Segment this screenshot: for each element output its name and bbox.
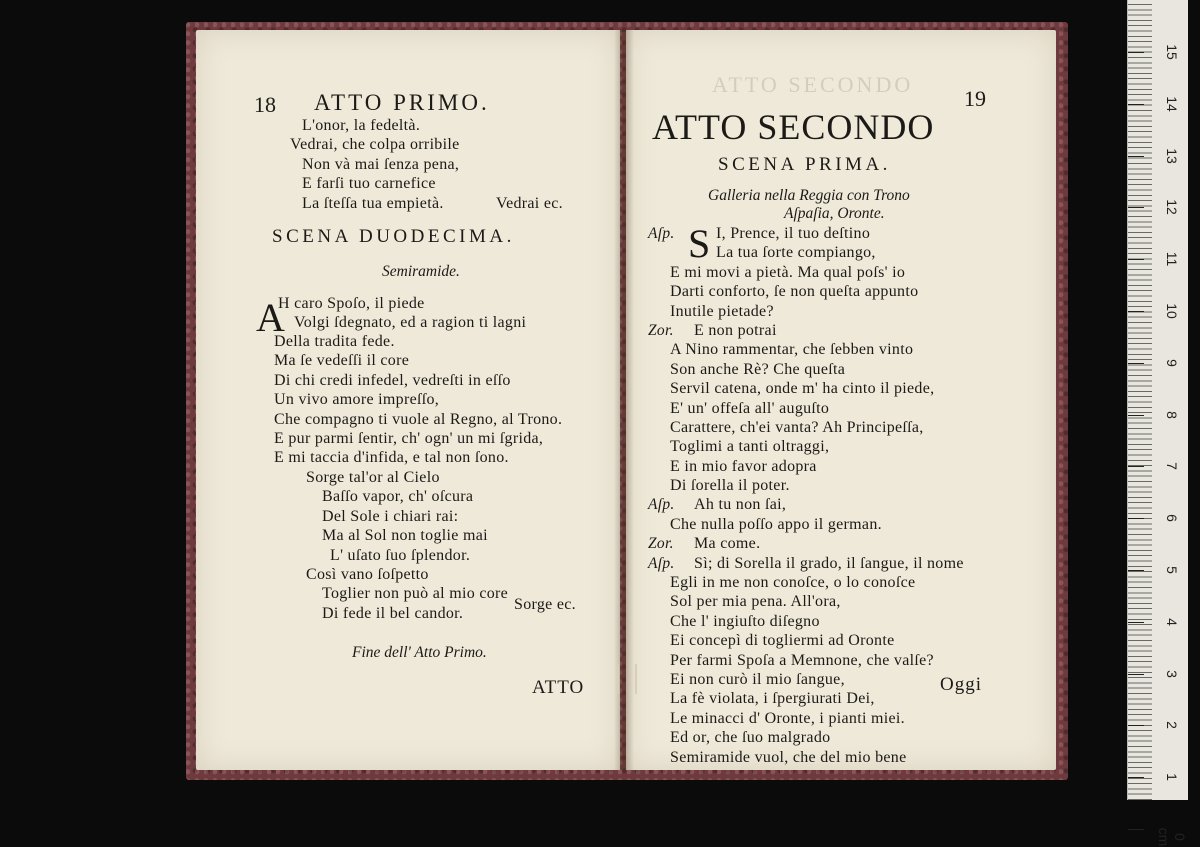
line-text: La fè violata, i ſpergiurati Dei, bbox=[670, 690, 875, 708]
aria2-line: Ma al Sol non toglie mai bbox=[322, 527, 488, 545]
dialogue-line bbox=[648, 418, 1048, 437]
speech-line: Di chi credi infedel, vedreſti in eſſo bbox=[274, 371, 511, 389]
ruler-major-tick bbox=[1128, 104, 1144, 105]
aria-cue: Vedrai ec. bbox=[496, 195, 563, 212]
speech-line: E pur parmi ſentir, ch' ogn' un mi ſgrida, bbox=[274, 429, 544, 447]
drop-cap: S bbox=[688, 221, 711, 266]
dialogue-line bbox=[648, 457, 1048, 476]
aria2-line: Baſſo vapor, ch' oſcura bbox=[322, 488, 474, 506]
binding-thread bbox=[617, 664, 637, 694]
line-text: Ma come. bbox=[694, 535, 761, 553]
page-number: 18 bbox=[254, 92, 276, 117]
ruler-number: 1 bbox=[1164, 773, 1180, 782]
ruler-major-tick bbox=[1128, 311, 1144, 312]
line-text: Sol per mia pena. All'ora, bbox=[670, 593, 841, 611]
ruler-major-tick bbox=[1128, 259, 1144, 260]
dialogue-block bbox=[648, 221, 1048, 767]
catchword: Oggi bbox=[940, 674, 982, 695]
dialogue-line bbox=[648, 554, 1048, 573]
ruler-major-tick bbox=[1128, 622, 1144, 623]
line-text: Sì; di Sorella il grado, il ſangue, il nome bbox=[694, 554, 964, 572]
line-text: I, Prence, il tuo deſtino bbox=[716, 225, 871, 242]
line-text: Ah tu non ſai, bbox=[694, 496, 787, 514]
ruler-number: 8 bbox=[1164, 410, 1180, 419]
end-note: Fine dell' Atto Primo. bbox=[352, 644, 487, 661]
dialogue-line bbox=[648, 728, 1048, 747]
speech-second-line: Volgi ſdegnato, ed a ragion ti lagni bbox=[294, 314, 527, 331]
dialogue-line bbox=[648, 476, 1048, 495]
right-page bbox=[626, 30, 1056, 770]
scene-characters: Aſpaſia, Oronte. bbox=[784, 205, 885, 222]
aria2-line: Del Sole i chiari rai: bbox=[322, 507, 459, 525]
speaker: Zor. bbox=[648, 321, 674, 339]
ruler-number: 15 bbox=[1164, 44, 1180, 60]
dialogue-line bbox=[648, 263, 1048, 282]
ruler-major-tick bbox=[1128, 725, 1144, 726]
line-text: Per farmi Spoſa a Memnone, che valſe? bbox=[670, 651, 934, 669]
line-text: E' un' offeſa all' auguſto bbox=[670, 399, 830, 417]
dialogue-line bbox=[648, 282, 1048, 301]
ruler-number: 14 bbox=[1164, 96, 1180, 112]
dialogue-line bbox=[648, 340, 1048, 359]
dialogue-line bbox=[648, 437, 1048, 456]
line-text: Che l' ingiuſto diſegno bbox=[670, 612, 820, 630]
dialogue-line bbox=[648, 651, 1048, 670]
line-text: Toglimi a tanti oltraggi, bbox=[670, 438, 830, 456]
ruler-number: 7 bbox=[1164, 462, 1180, 471]
line-text: Semiramide vuol, che del mio bene bbox=[670, 748, 907, 766]
ruler-number: 3 bbox=[1164, 669, 1180, 678]
dialogue-line bbox=[648, 534, 1048, 553]
line-text: Ei non curò il mio ſangue, bbox=[670, 670, 845, 688]
dialogue-line bbox=[648, 612, 1048, 631]
ruler-number: 5 bbox=[1164, 566, 1180, 574]
ruler-number: 9 bbox=[1164, 358, 1180, 367]
dialogue-line bbox=[648, 399, 1048, 418]
drop-cap: A bbox=[256, 295, 285, 340]
left-page bbox=[196, 30, 620, 770]
dialogue-line bbox=[648, 360, 1048, 379]
aria-line: La ſteſſa tua empietà. bbox=[302, 194, 444, 212]
speech-line: Ma ſe vedeſſi il core bbox=[274, 352, 410, 370]
ruler-number: 2 bbox=[1164, 721, 1180, 730]
speech-line: Che compagno ti vuole al Regno, al Trono. bbox=[274, 410, 563, 428]
line-text: E non potrai bbox=[694, 321, 777, 339]
dialogue-line bbox=[648, 495, 1048, 514]
ruler-number: 11 bbox=[1164, 251, 1180, 267]
line-text: Ei concepì di togliermi ad Oronte bbox=[670, 632, 895, 650]
dialogue-line bbox=[648, 748, 1048, 767]
ruler-major-tick bbox=[1128, 518, 1144, 519]
ruler-number: 4 bbox=[1164, 617, 1180, 626]
line-text: Inutile pietade? bbox=[670, 302, 774, 320]
ruler-major-tick bbox=[1128, 570, 1144, 571]
aria-line: L'onor, la fedeltà. bbox=[302, 117, 421, 134]
dialogue-line bbox=[648, 302, 1048, 321]
running-head: ATTO PRIMO. bbox=[314, 90, 490, 115]
character-name: Semiramide. bbox=[382, 263, 460, 280]
aria2-line: L' uſato ſuo ſplendor. bbox=[330, 546, 471, 564]
dialogue-line bbox=[648, 321, 1048, 340]
ruler-number: 12 bbox=[1164, 199, 1180, 216]
aria2-line: Toglier non può al mio core bbox=[322, 585, 509, 603]
dialogue-line bbox=[648, 224, 1048, 243]
dialogue-line bbox=[648, 592, 1048, 611]
ruler-major-tick bbox=[1128, 829, 1144, 830]
speech-line: Un vivo amore impreſſo, bbox=[274, 391, 440, 409]
line-text: E in mio favor adopra bbox=[670, 457, 817, 475]
ruler-major-tick bbox=[1128, 207, 1144, 208]
aria-line: Non và mai ſenza pena, bbox=[302, 155, 460, 173]
dialogue-line bbox=[648, 631, 1048, 650]
speech-first-line: H caro Spoſo, il piede bbox=[278, 295, 425, 312]
line-text: Servil catena, onde m' ha cinto il piede, bbox=[670, 380, 935, 398]
dialogue-line bbox=[648, 515, 1048, 534]
speaker: Aſp. bbox=[648, 225, 675, 242]
dialogue-line bbox=[648, 689, 1048, 708]
speech-line: Della tradita fede. bbox=[274, 333, 395, 350]
speaker: Zor. bbox=[648, 535, 674, 553]
speaker: Aſp. bbox=[648, 496, 675, 514]
line-text: La tua ſorte compiango, bbox=[716, 244, 876, 262]
aria2-line: Sorge tal'or al Cielo bbox=[306, 469, 440, 486]
ruler-number: 0 cm bbox=[1156, 827, 1188, 847]
speech-block bbox=[274, 332, 562, 468]
ruler-major-tick bbox=[1128, 363, 1144, 364]
aria2-cue: Sorge ec. bbox=[514, 596, 576, 613]
line-text: Egli in me non conoſce, o lo conoſce bbox=[670, 574, 916, 592]
aria2-line: Così vano ſoſpetto bbox=[306, 565, 429, 583]
measuring-ruler bbox=[1127, 0, 1188, 847]
aria2-line: Di fede il bel candor. bbox=[322, 604, 464, 622]
line-text: Ed or, che ſuo malgrado bbox=[670, 729, 831, 747]
act-title: ATTO SECONDO bbox=[652, 107, 935, 147]
bleed-through-text: ATTO SECONDO bbox=[712, 72, 914, 97]
line-text: Di ſorella il poter. bbox=[670, 477, 790, 495]
line-text: Son anche Rè? Che queſta bbox=[670, 360, 846, 378]
book-gutter bbox=[614, 30, 634, 770]
ruler-number: 6 bbox=[1164, 514, 1180, 523]
dialogue-line bbox=[648, 670, 1048, 689]
catchword: ATTO bbox=[532, 677, 585, 698]
page-number: 19 bbox=[964, 86, 986, 111]
line-text: Darti conforto, ſe non queſta appunto bbox=[670, 283, 919, 301]
speech-line: E mi taccia d'infida, e tal non ſono. bbox=[274, 449, 509, 467]
ruler-major-tick bbox=[1128, 777, 1144, 778]
ruler-major-tick bbox=[1128, 674, 1144, 675]
line-text: Le minacci d' Oronte, i pianti miei. bbox=[670, 709, 905, 727]
scene-setting: Galleria nella Reggia con Trono bbox=[708, 187, 910, 204]
aria-block bbox=[290, 116, 460, 213]
scene-title: SCENA PRIMA. bbox=[718, 154, 891, 175]
ruler-ticks bbox=[1128, 0, 1152, 800]
ruler-number: 10 bbox=[1164, 303, 1180, 319]
dialogue-line bbox=[648, 243, 1048, 262]
line-text: Carattere, ch'ei vanta? Ah Principeſſa, bbox=[670, 418, 924, 436]
aria-line: Vedrai, che colpa orribile bbox=[290, 136, 460, 154]
aria-line: E farſi tuo carnefice bbox=[302, 175, 436, 193]
ruler-major-tick bbox=[1128, 466, 1144, 467]
ruler-major-tick bbox=[1128, 52, 1144, 53]
scene-title: SCENA DUODECIMA. bbox=[272, 226, 515, 247]
ruler-major-tick bbox=[1128, 156, 1144, 157]
line-text: A Nino rammentar, che ſebben vinto bbox=[670, 341, 914, 359]
dialogue-line bbox=[648, 573, 1048, 592]
speaker: Aſp. bbox=[648, 554, 675, 572]
line-text: E mi movi a pietà. Ma qual poſs' io bbox=[670, 263, 906, 281]
ruler-major-tick bbox=[1128, 415, 1144, 416]
dialogue-line bbox=[648, 379, 1048, 398]
aria2-block bbox=[306, 468, 508, 623]
line-text: Che nulla poſſo appo il german. bbox=[670, 515, 882, 533]
ruler-number: 13 bbox=[1164, 147, 1180, 164]
dialogue-line bbox=[648, 709, 1048, 728]
